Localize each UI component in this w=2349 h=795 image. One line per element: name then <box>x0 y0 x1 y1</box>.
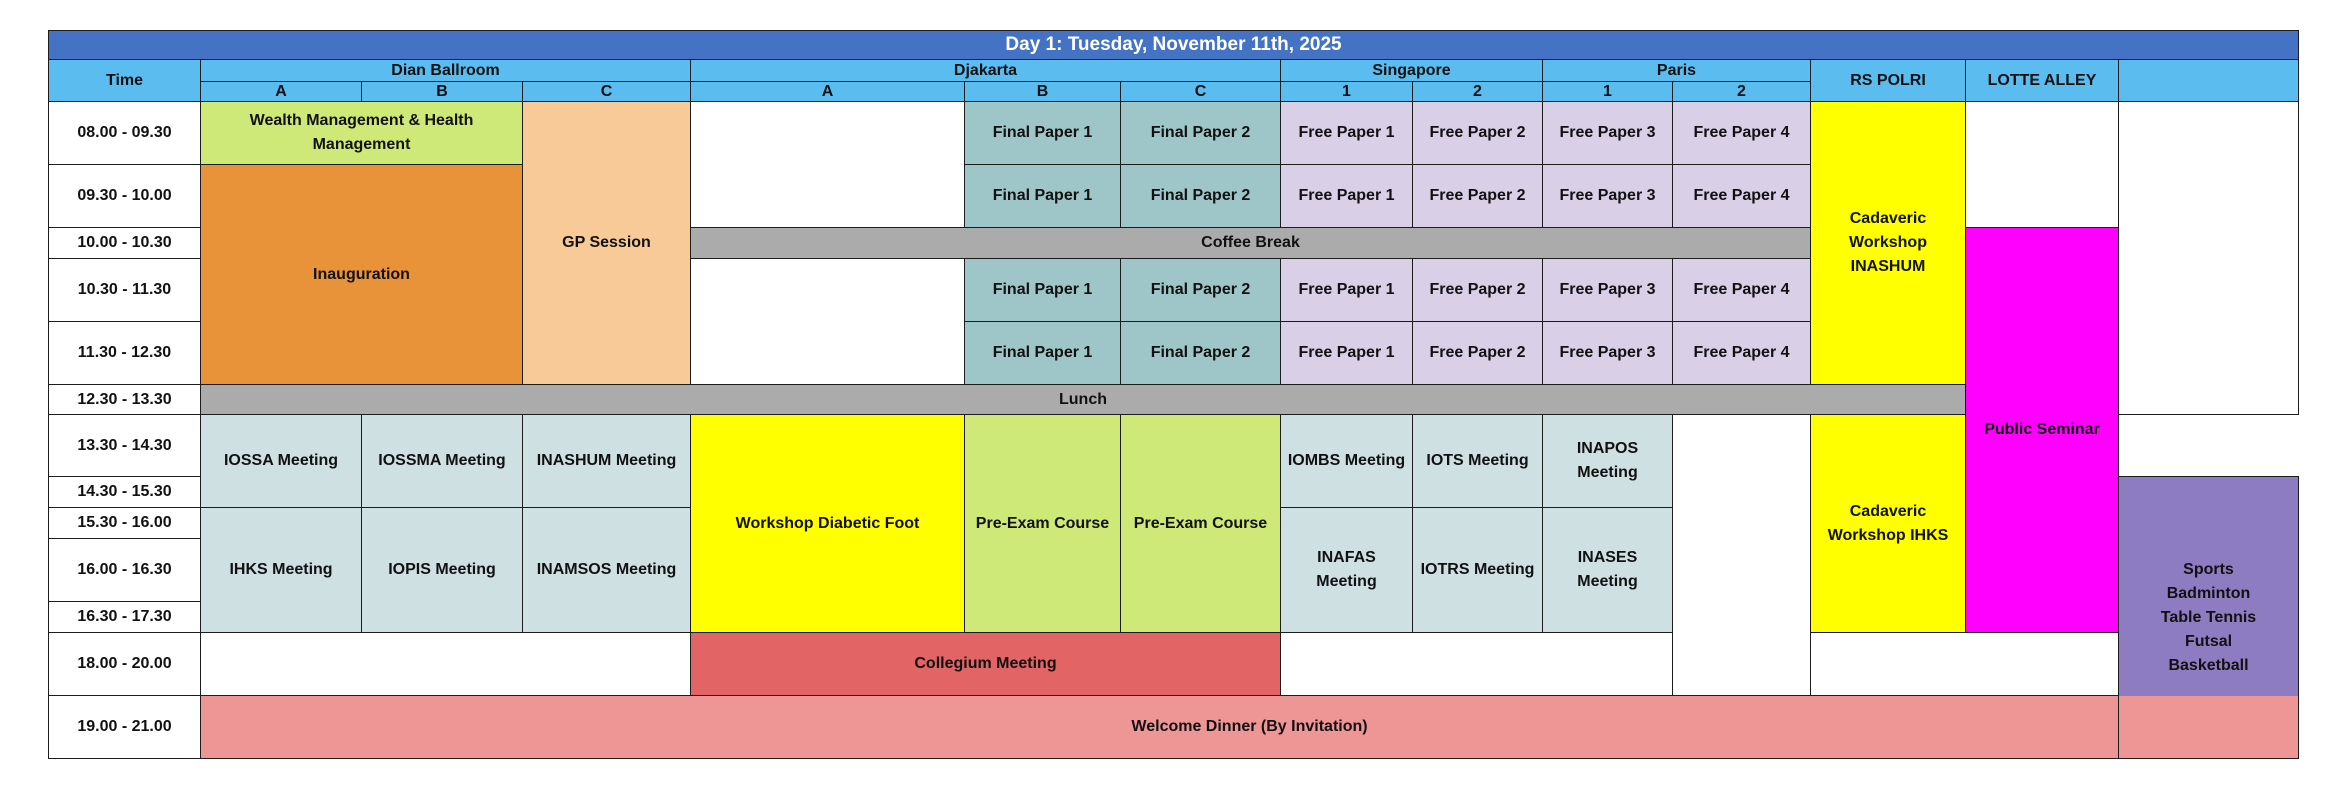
session-inapos-meeting: INAPOS Meeting <box>1543 415 1673 508</box>
session-free-paper-4: Free Paper 4 <box>1673 102 1811 165</box>
session-collegium-meeting: Collegium Meeting <box>691 633 1281 696</box>
session-final-paper-2: Final Paper 2 <box>1121 165 1281 228</box>
session-pre-exam-course: Pre-Exam Course <box>965 415 1121 633</box>
session-free-paper-4: Free Paper 4 <box>1673 259 1811 322</box>
session-free-paper-1: Free Paper 1 <box>1281 102 1413 165</box>
time-slot: 09.30 - 10.00 <box>49 165 201 228</box>
session-free-paper-2: Free Paper 2 <box>1413 165 1543 228</box>
sports-title: Sports <box>2183 560 2234 578</box>
session-inafas-meeting: INAFAS Meeting <box>1281 508 1413 633</box>
session-iossa-meeting: IOSSA Meeting <box>201 415 362 508</box>
time-slot: 10.30 - 11.30 <box>49 259 201 322</box>
empty-cell <box>1281 633 1673 696</box>
room-singapore-1: 1 <box>1281 82 1413 102</box>
time-slot: 08.00 - 09.30 <box>49 102 201 165</box>
session-free-paper-3: Free Paper 3 <box>1543 165 1673 228</box>
empty-cell <box>691 102 965 228</box>
sports-item: Table Tennis <box>2160 608 2257 626</box>
session-free-paper-4: Free Paper 4 <box>1673 322 1811 385</box>
session-free-paper-3: Free Paper 3 <box>1543 102 1673 165</box>
session-cadaveric-ihks: Cadaveric Workshop IHKS <box>1811 415 1966 633</box>
room-djakarta-c: C <box>1121 82 1281 102</box>
session-gp: GP Session <box>523 102 691 385</box>
session-inashum-meeting: INASHUM Meeting <box>523 415 691 508</box>
room-paris-2: 2 <box>1673 82 1811 102</box>
venue-dian-ballroom: Dian Ballroom <box>201 60 691 82</box>
schedule-table <box>48 30 2299 759</box>
session-iombs-meeting: IOMBS Meeting <box>1281 415 1413 508</box>
session-iotrs-meeting: IOTRS Meeting <box>1413 508 1543 633</box>
sports-item: Badminton <box>2166 584 2251 602</box>
time-slot: 15.30 - 16.00 <box>49 508 201 539</box>
venue-djakarta: Djakarta <box>691 60 1281 82</box>
venue-lotte-alley: LOTTE ALLEY <box>1966 60 2119 102</box>
session-final-paper-1: Final Paper 1 <box>965 259 1121 322</box>
session-inases-meeting: INASES Meeting <box>1543 508 1673 633</box>
session-free-paper-2: Free Paper 2 <box>1413 259 1543 322</box>
session-free-paper-1: Free Paper 1 <box>1281 259 1413 322</box>
session-workshop-diabetic-foot: Workshop Diabetic Foot <box>691 415 965 633</box>
session-iots-meeting: IOTS Meeting <box>1413 415 1543 508</box>
sports-item: Futsal <box>2184 632 2233 650</box>
session-free-paper-4: Free Paper 4 <box>1673 165 1811 228</box>
time-slot: 11.30 - 12.30 <box>49 322 201 385</box>
empty-cell <box>1811 633 2119 696</box>
empty-cell <box>2119 102 2299 415</box>
page-title: Day 1: Tuesday, November 11th, 2025 <box>49 31 2299 60</box>
session-welcome-dinner: Welcome Dinner (By Invitation) <box>201 696 2299 759</box>
coffee-break: Coffee Break <box>691 228 1811 259</box>
sports-item: Basketball <box>2168 656 2249 674</box>
session-final-paper-2: Final Paper 2 <box>1121 259 1281 322</box>
time-slot: 19.00 - 21.00 <box>49 696 201 759</box>
venue-paris: Paris <box>1543 60 1811 82</box>
session-final-paper-1: Final Paper 1 <box>965 322 1121 385</box>
time-slot: 12.30 - 13.30 <box>49 385 201 415</box>
room-dian-b: B <box>362 82 523 102</box>
venue-extra <box>2119 60 2299 102</box>
venue-singapore: Singapore <box>1281 60 1543 82</box>
session-free-paper-3: Free Paper 3 <box>1543 322 1673 385</box>
schedule-sheet <box>48 30 2298 759</box>
time-slot: 18.00 - 20.00 <box>49 633 201 696</box>
session-final-paper-1: Final Paper 1 <box>965 165 1121 228</box>
session-public-seminar: Public Seminar <box>1966 228 2119 633</box>
session-cadaveric-inashum: Cadaveric Workshop INASHUM <box>1811 102 1966 385</box>
empty-cell <box>691 259 965 385</box>
session-free-paper-2: Free Paper 2 <box>1413 102 1543 165</box>
empty-cell <box>201 633 691 696</box>
session-final-paper-1: Final Paper 1 <box>965 102 1121 165</box>
session-iopis-meeting: IOPIS Meeting <box>362 508 523 633</box>
empty-cell <box>1673 415 1811 696</box>
time-slot: 14.30 - 15.30 <box>49 477 201 508</box>
session-free-paper-1: Free Paper 1 <box>1281 165 1413 228</box>
session-iossma-meeting: IOSSMA Meeting <box>362 415 523 508</box>
session-inamsos-meeting: INAMSOS Meeting <box>523 508 691 633</box>
venue-rs-polri: RS POLRI <box>1811 60 1966 102</box>
session-free-paper-1: Free Paper 1 <box>1281 322 1413 385</box>
session-pre-exam-course: Pre-Exam Course <box>1121 415 1281 633</box>
room-singapore-2: 2 <box>1413 82 1543 102</box>
time-slot: 13.30 - 14.30 <box>49 415 201 477</box>
time-slot: 16.00 - 16.30 <box>49 539 201 602</box>
time-slot: 10.00 - 10.30 <box>49 228 201 259</box>
session-wealth-management: Wealth Management & Health Management <box>201 102 523 165</box>
lunch-break: Lunch <box>201 385 1966 415</box>
session-free-paper-3: Free Paper 3 <box>1543 259 1673 322</box>
room-dian-c: C <box>523 82 691 102</box>
session-ihks-meeting: IHKS Meeting <box>201 508 362 633</box>
empty-cell <box>1966 102 2119 228</box>
room-paris-1: 1 <box>1543 82 1673 102</box>
room-djakarta-a: A <box>691 82 965 102</box>
session-final-paper-2: Final Paper 2 <box>1121 102 1281 165</box>
session-free-paper-2: Free Paper 2 <box>1413 322 1543 385</box>
session-inauguration: Inauguration <box>201 165 523 385</box>
session-final-paper-2: Final Paper 2 <box>1121 322 1281 385</box>
room-djakarta-b: B <box>965 82 1121 102</box>
room-dian-a: A <box>201 82 362 102</box>
time-slot: 16.30 - 17.30 <box>49 602 201 633</box>
time-header: Time <box>49 60 201 102</box>
